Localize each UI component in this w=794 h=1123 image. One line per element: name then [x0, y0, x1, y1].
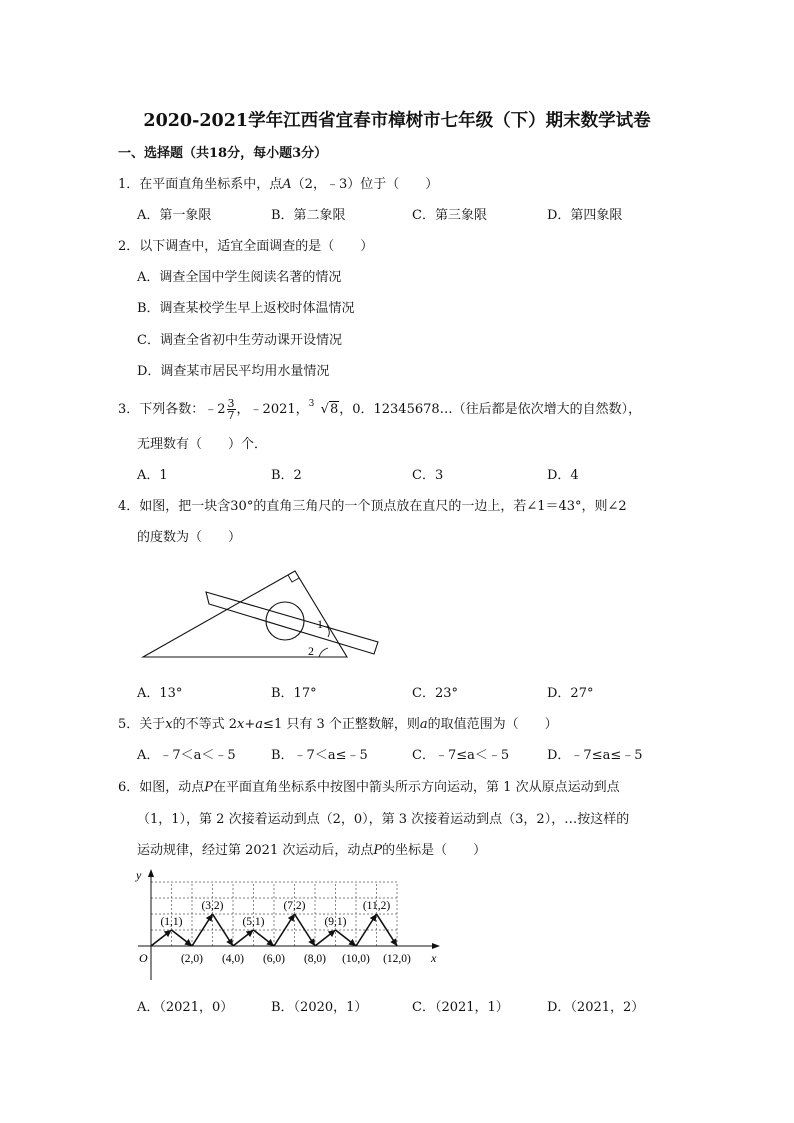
q2-option-b[interactable]: B．调查某校学生早上返校时体温情况 [137, 301, 355, 316]
valley-label: (6,0) [262, 953, 286, 965]
x-axis-label: x [431, 951, 437, 965]
question-1-stem: 1．在平面直角坐标系中，点A（2，﹣3）位于（ ） [118, 177, 439, 192]
q1-option-b[interactable]: B．第二象限 [271, 208, 346, 223]
q4-option-c[interactable]: C．23° [412, 686, 458, 701]
question-3-stem-line2: 无理数有（ ）个． [137, 437, 268, 452]
valley-label: (10,0) [342, 953, 370, 965]
section-heading: 一、选择题（共18分，每小题3分） [118, 146, 328, 161]
peak-label: (9,1) [324, 916, 347, 928]
q2-option-a[interactable]: A．调查全国中学生阅读名著的情况 [137, 270, 342, 285]
valley-label: (2,0) [180, 953, 204, 965]
valley-labels [181, 953, 411, 965]
question-5-stem: 5．关于x的不等式 2x+a≤1 只有 3 个正整数解，则a的取值范围为（ ） [118, 717, 558, 732]
q2-option-c[interactable]: C．调查全省初中生劳动课开设情况 [137, 333, 342, 348]
valley-label: (12,0) [383, 953, 411, 965]
question-2-stem: 2．以下调查中，适宜全面调查的是（ ） [118, 239, 374, 254]
valley-label: (8,0) [303, 953, 327, 965]
right-angle-mark [288, 575, 299, 582]
exam-title: 2020-2021学年江西省宜春市樟树市七年级（下）期末数学试卷 [143, 111, 651, 131]
q1-option-c[interactable]: C．第三象限 [412, 208, 487, 223]
question-6-stem-line3: 运动规律，经过第 2021 次运动后，动点P的坐标是（ ） [137, 843, 487, 858]
q6-option-a[interactable]: A．（2021，0） [137, 1000, 234, 1015]
q6-option-b[interactable]: B．（2020，1） [271, 1000, 368, 1015]
q3-option-c[interactable]: C．3 [412, 468, 444, 483]
origin-label: O [139, 951, 148, 965]
cube-root: 3 √8 [308, 399, 339, 417]
q5-option-d[interactable]: D．﹣7≤a≤﹣5 [547, 748, 643, 763]
y-axis-label: y [136, 868, 142, 882]
ruler [206, 592, 378, 654]
angle-2-arc [319, 648, 328, 657]
question-4-stem-line2: 的度数为（ ） [137, 530, 242, 545]
angle-1-label: 1 [317, 617, 323, 631]
valley-label: (4,0) [221, 953, 245, 965]
q3-option-a[interactable]: A．1 [137, 468, 168, 483]
triangle-ruler-figure [135, 562, 385, 672]
zigzag-coordinate-figure [128, 862, 448, 987]
question-3-stem: 3．下列各数：﹣2 $\frac{3}{7}$ ，﹣2021， 3 √8，0．12345678…（往后都是依次增大的自然数）， [118, 397, 642, 422]
peak-label: (5,1) [242, 916, 265, 928]
q3-option-b[interactable]: B．2 [271, 468, 302, 483]
q1-option-a[interactable]: A．第一象限 [137, 208, 212, 223]
q5-option-c[interactable]: C．﹣7≤a＜﹣5 [412, 748, 510, 763]
angle-2-label: 2 [308, 644, 314, 658]
peak-label: (7,2) [283, 900, 306, 912]
q5-option-a[interactable]: A．﹣7＜a＜﹣5 [137, 748, 236, 763]
question-4-stem: 4．如图，把一块含30°的直角三角尺的一个顶点放在直尺的一边上，若∠1＝43°，则∠2 [118, 499, 627, 514]
y-axis-arrow [148, 869, 154, 877]
question-6-stem: 6．如图，动点P在平面直角坐标系中按图中箭头所示方向运动，第 1 次从原点运动到点 [118, 780, 620, 795]
q6-option-d[interactable]: D．（2021，2） [547, 1000, 645, 1015]
x-axis-arrow [432, 943, 440, 949]
q3-option-d[interactable]: D．4 [547, 468, 579, 483]
q6-option-c[interactable]: C．（2021，1） [412, 1000, 509, 1015]
peak-label: (11,2) [362, 900, 391, 912]
q4-option-a[interactable]: A．13° [137, 686, 183, 701]
fraction: $\frac{3}{7}$ [227, 397, 235, 422]
peak-label: (1,1) [160, 916, 183, 928]
q2-option-d[interactable]: D．调查某市居民平均用水量情况 [137, 364, 330, 379]
question-6-stem-line2: （1，1），第 2 次接着运动到点（2，0），第 3 次接着运动到点（3，2），…按这样的 [137, 812, 630, 827]
q4-option-b[interactable]: B．17° [271, 686, 317, 701]
q4-option-d[interactable]: D．27° [547, 686, 594, 701]
dashed-grid [151, 882, 397, 946]
q1-option-d[interactable]: D．第四象限 [547, 208, 623, 223]
q5-option-b[interactable]: B．﹣7＜a≤﹣5 [271, 748, 368, 763]
peak-label: (3,2) [201, 900, 224, 912]
